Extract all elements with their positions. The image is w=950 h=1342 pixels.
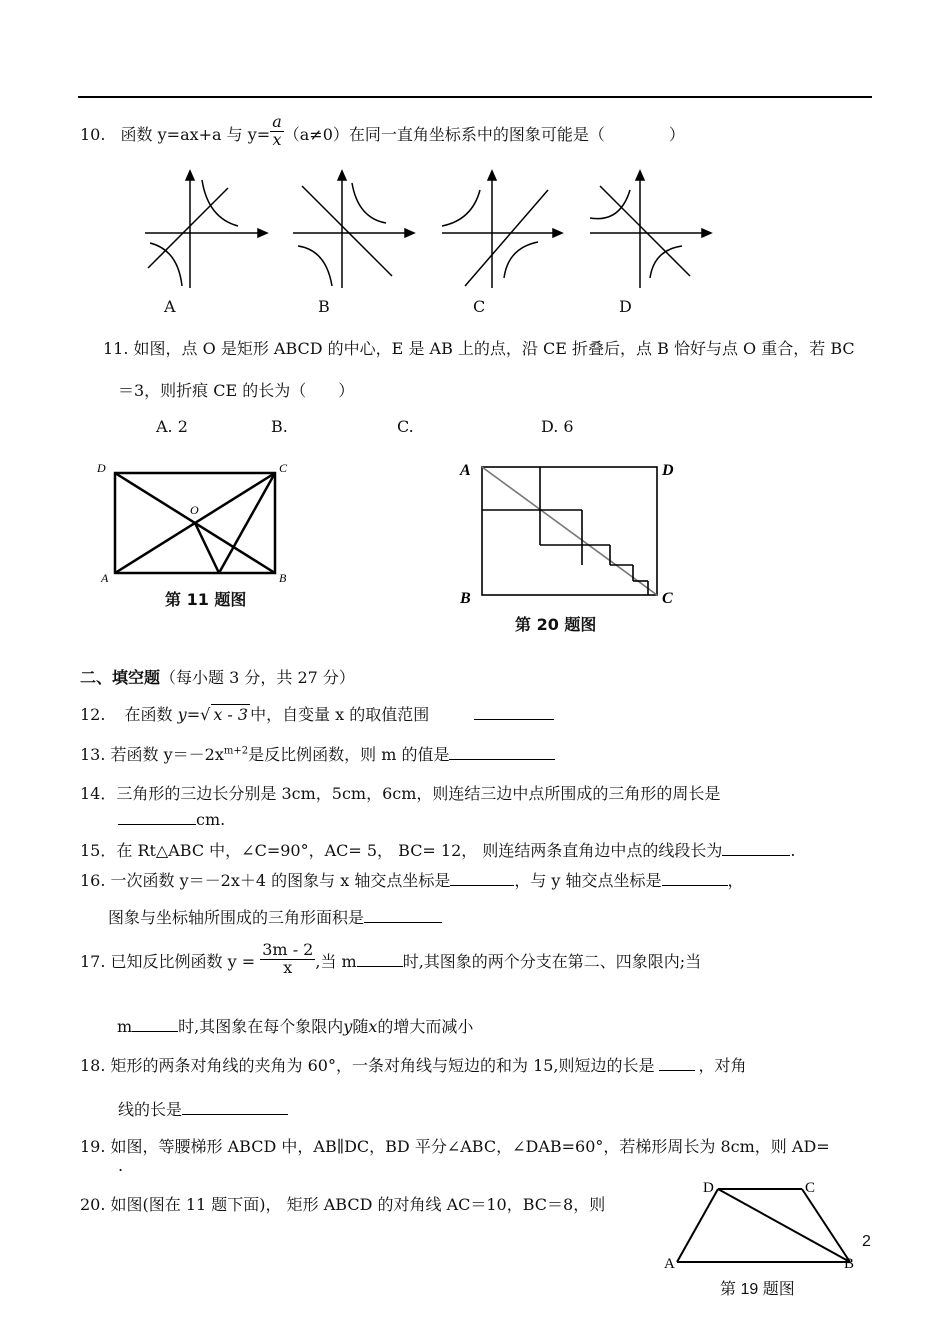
graph-c [442, 171, 562, 288]
q13-sup: m+2 [223, 745, 249, 757]
q20-line1: 20. 如图(图在 11 题下面)， 矩形 ABCD 的对角线 AC＝10，BC＝8，则 [80, 1195, 606, 1214]
q14-line2 [118, 810, 225, 829]
q10-number: 10. [80, 125, 106, 144]
q14-answer-blank[interactable] [118, 824, 196, 825]
q16-blank-y[interactable] [662, 885, 728, 886]
fig19-label-d: D [703, 1180, 714, 1196]
q17-line2 [117, 1014, 473, 1037]
q17-blank-2[interactable] [132, 1031, 178, 1032]
q14-line1: 14．三角形的三边长分别是 3cm，5cm，6cm，则连结三边中点所围成的三角形的周长是 [80, 784, 721, 803]
q10-graphs [130, 168, 730, 293]
fig20-label-d: D [662, 462, 674, 479]
q11-line1: 11. 如图，点 O 是矩形 ABCD 的中心，E 是 AB 上的点，沿 CE 折叠后，点 B 恰好与点 O 重合，若 BC [103, 339, 855, 358]
q17-fraction [260, 942, 315, 977]
q18-line2-text: 线的长是 [118, 1100, 183, 1119]
q17-prefix: 17. 已知反比例函数 y = [80, 951, 256, 971]
figure-20 [450, 455, 690, 605]
fig11-label-b: B [279, 571, 287, 585]
graph-a [145, 171, 267, 288]
figure-11 [95, 458, 295, 588]
q12-radicand: x - 3 [213, 705, 249, 724]
q18-line1 [80, 1053, 747, 1076]
fig20-label-b: B [460, 590, 471, 605]
q10-label-b: B [318, 297, 330, 316]
fig11-label-a: A [101, 571, 109, 585]
q17-line2-m: m [117, 1017, 133, 1036]
fig19-caption: 第 19 题图 [720, 1281, 795, 1298]
question-10 [80, 112, 685, 149]
header-rule [78, 96, 872, 98]
q16-blank-x[interactable] [450, 885, 514, 886]
q17-line2-text: 时,其图象在每个象限内 [178, 1017, 344, 1036]
q11-option-a: A. 2 [156, 417, 188, 436]
section-2-title: 二、填空题 [80, 670, 161, 687]
q17-line2-x: x [368, 1017, 378, 1036]
q16-line2 [108, 905, 442, 928]
q11-option-b: B. [271, 417, 288, 436]
q10-label-a: A [164, 297, 176, 316]
q12-fn-y: y [177, 705, 187, 724]
q10-fraction [270, 114, 284, 149]
fig20-label-a: A [460, 462, 471, 479]
q15-text: 15．在 Rt△ABC 中，∠C=90°，AC= 5， BC= 12， 则连结两条直角边中点的线段长为 [80, 841, 723, 860]
fig19-label-c: C [805, 1180, 816, 1196]
q10-label-d: D [619, 297, 632, 316]
fig11-label-c: C [279, 461, 288, 475]
fig11-label-d: D [97, 461, 106, 475]
q19-line1: 19. 如图，等腰梯形 ABCD 中，AB∥DC，BD 平分∠ABC，∠DAB=60°，若梯形周长为 8cm，则 AD= [80, 1137, 830, 1156]
q16-blank-area[interactable] [364, 922, 442, 923]
q11-line2: ＝3，则折痕 CE 的长为（ ） [118, 381, 355, 400]
q18-blank-short[interactable] [659, 1070, 695, 1071]
q10-frac-den: x [272, 130, 282, 149]
q16-text-c: ， [727, 871, 744, 890]
fig19-label-b: B [844, 1256, 855, 1272]
q14-unit: cm. [196, 810, 226, 829]
q17-line1 [80, 940, 702, 977]
question-13 [80, 742, 555, 765]
q10-prefix: 函数 y=ax+a 与 y= [120, 125, 271, 144]
q17-line2-sui: 随 [352, 1017, 369, 1036]
q17-post: 时,其图象的两个分支在第二、四象限内;当 [402, 951, 702, 971]
q16-text-b: ，与 y 轴交点坐标是 [514, 871, 662, 890]
q18-blank-diag[interactable] [182, 1114, 288, 1115]
q17-line2-end: 的增大而减小 [377, 1017, 474, 1036]
q18-line2 [118, 1097, 288, 1120]
fig11-caption: 第 11 题图 [165, 590, 247, 609]
fig20-label-c: C [662, 590, 673, 605]
question-12 [80, 702, 554, 725]
q13-post: 是反比例函数，则 m 的值是 [248, 745, 450, 764]
fig11-label-o: O [190, 503, 199, 517]
q11-option-c: C. [397, 417, 414, 436]
q17-line2-y: y [343, 1017, 353, 1036]
question-15 [80, 838, 795, 861]
page-number: 2 [862, 1233, 871, 1250]
q17-frac-den: x [283, 957, 293, 977]
q12-fn-eq: = [186, 705, 201, 724]
q15-answer-blank[interactable] [722, 855, 790, 856]
q19-line2: . [118, 1156, 124, 1175]
q10-suffix: （a≠0）在同一直角坐标系中的图象可能是（ ） [283, 125, 685, 144]
graph-b [293, 171, 414, 288]
q12-number: 12. [80, 705, 106, 724]
q13-answer-blank[interactable] [449, 759, 555, 760]
section-2-header [80, 665, 355, 688]
q18-text-b: ，对角 [698, 1056, 747, 1075]
q16-text-a: 16. 一次函数 y＝－2x＋4 的图象与 x 轴交点坐标是 [80, 871, 451, 890]
q10-frac-num: a [272, 112, 282, 132]
figure-19 [660, 1174, 860, 1274]
q11-option-d: D. 6 [541, 417, 574, 436]
q12-suffix: 中，自变量 x 的取值范围 [250, 705, 430, 724]
fig19-label-a: A [664, 1256, 675, 1272]
fig20-caption: 第 20 题图 [515, 615, 597, 634]
q16-line1 [80, 868, 744, 891]
q18-text-a: 18. 矩形的两条对角线的夹角为 60°，一条对角线与短边的和为 15,则短边的长是 [80, 1056, 655, 1075]
q12-sqrt-symbol: √ [200, 705, 211, 724]
q17-blank-1[interactable] [357, 966, 403, 967]
section-2-note: （每小题 3 分，共 27 分） [160, 668, 355, 687]
q10-label-c: C [473, 297, 486, 316]
q12-prefix: 在函数 [124, 705, 173, 724]
q15-end: . [790, 841, 796, 860]
q17-frac-num: 3m - 2 [262, 940, 314, 959]
q16-line2-text: 图象与坐标轴所围成的三角形面积是 [108, 908, 365, 927]
graph-d [590, 171, 711, 288]
q17-mid: ,当 m [315, 951, 357, 971]
q12-answer-blank[interactable] [474, 719, 554, 720]
q13-text: 13. 若函数 y＝－2x [80, 745, 224, 764]
